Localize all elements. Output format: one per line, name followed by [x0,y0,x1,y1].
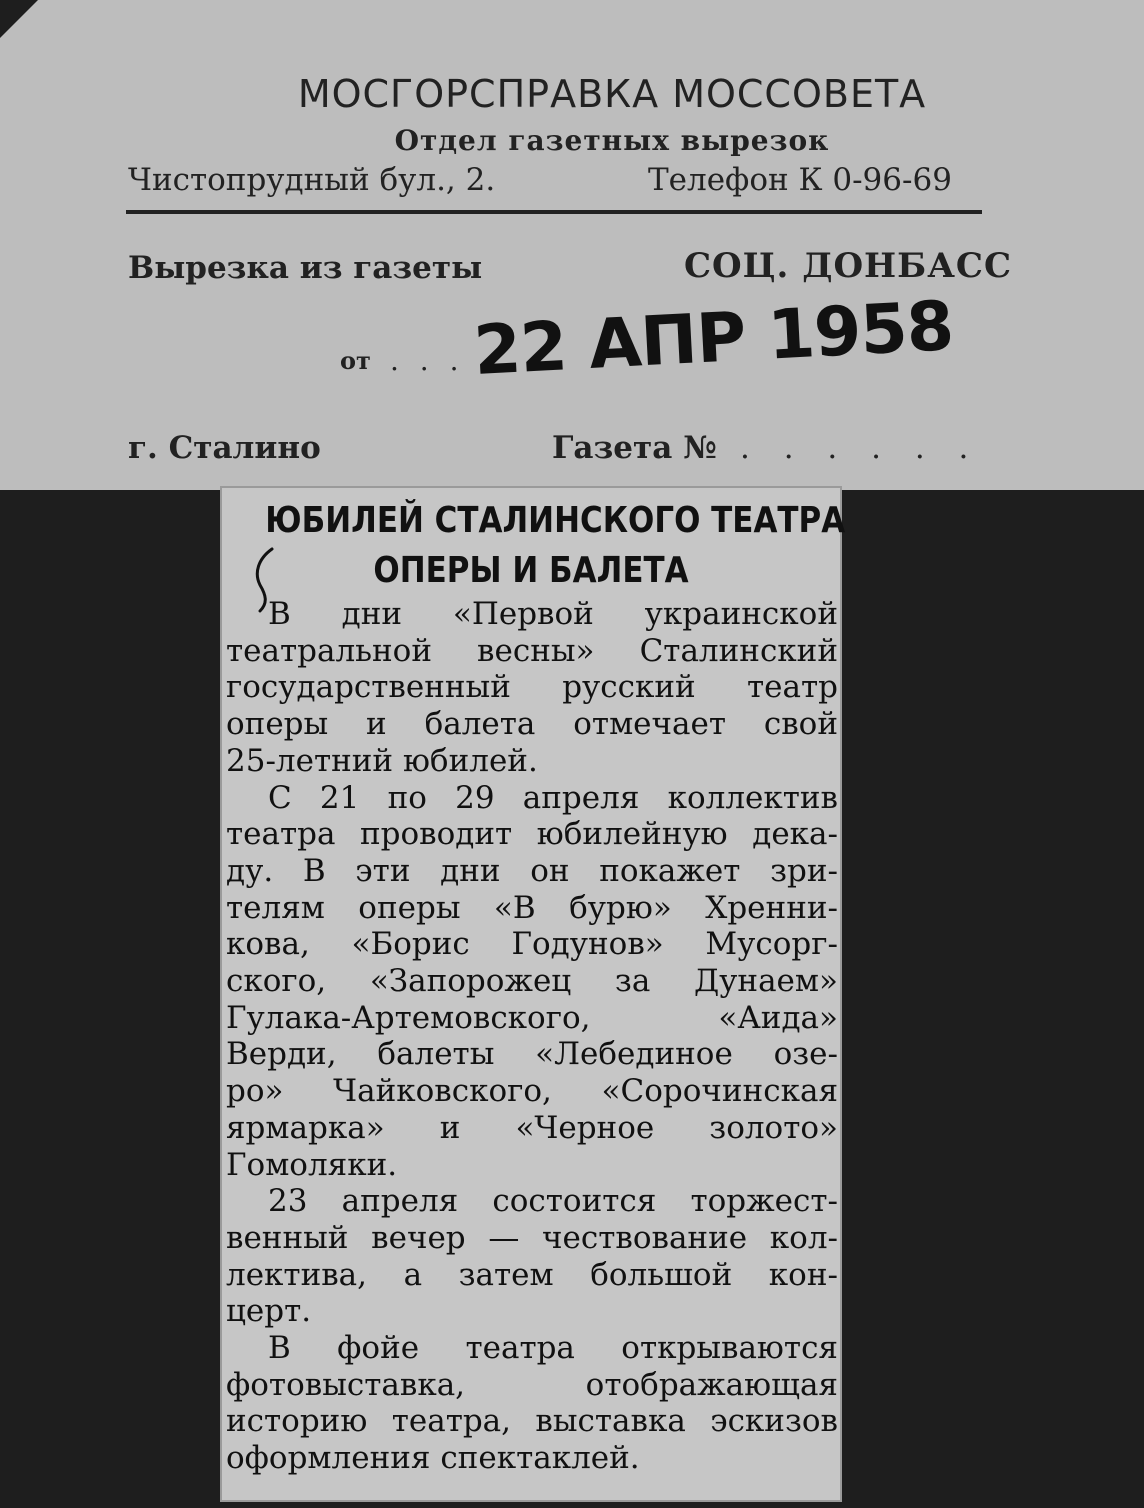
department-title: Отдел газетных вырезок [394,124,830,157]
article-line: Верди, балеты «Лебединое озе- [226,1036,838,1072]
article-line: фотовыставка, отображающая [226,1367,838,1403]
article-line: 25-летний юбилей. [226,743,538,779]
gazette-number-dots: . . . . . . [740,430,981,466]
article-title-line-1: ЮБИЛЕЙ СТАЛИНСКОГО ТЕАТРА [265,500,846,541]
city: г. Сталино [128,430,321,466]
article-line: венный вечер — чествование кол- [226,1220,838,1256]
article-line: В дни «Первой украинской [268,596,838,632]
article-line: государственный русский театр [226,669,838,705]
article-line: ярмарка» и «Черное золото» [226,1110,838,1146]
phone: Телефон К 0-96-69 [648,162,952,198]
article-line: ского, «Запорожец за Дунаем» [226,963,838,999]
article-line: В фойе театра открываются [268,1330,838,1366]
newspaper-name: СОЦ. ДОНБАСС [684,246,1013,286]
cutting-label: Вырезка из газеты [128,250,483,286]
article-line: С 21 по 29 апреля коллектив [268,780,838,816]
article-line: ро» Чайковского, «Сорочинская [226,1073,838,1109]
article-line: кова, «Борис Годунов» Мусорг- [226,926,838,962]
article-line: Гомоляки. [226,1147,398,1183]
article-line: церт. [226,1293,312,1329]
organization-title: МОСГОРСПРАВКА МОССОВЕТА [297,72,927,116]
article-line: театра проводит юбилейную дека- [226,816,838,852]
article-line: лектива, а затем большой кон- [226,1257,838,1293]
article-line: оперы и балета отмечает свой [226,706,838,742]
date-stamp: 22 АПР 1958 [471,287,955,391]
date-dots: . . . [390,344,465,377]
address: Чистопрудный бул., 2. [128,162,496,198]
article-line: Гулака-Артемовского, «Аида» [226,1000,838,1036]
date-prefix: от [340,346,371,375]
article-line: ду. В эти дни он покажет зри- [226,853,838,889]
header-divider [126,210,982,214]
article-line: 23 апреля состоится торжест- [268,1183,838,1219]
article-title-line-2: ОПЕРЫ И БАЛЕТА [373,550,689,591]
gazette-number-label: Газета № [552,430,717,466]
article-line: театральной весны» Сталинский [226,633,838,669]
article-line: телям оперы «В бурю» Хренни- [226,890,838,926]
article-line: историю театра, выставка эскизов [226,1403,838,1439]
article-line: оформления спектаклей. [226,1440,640,1476]
